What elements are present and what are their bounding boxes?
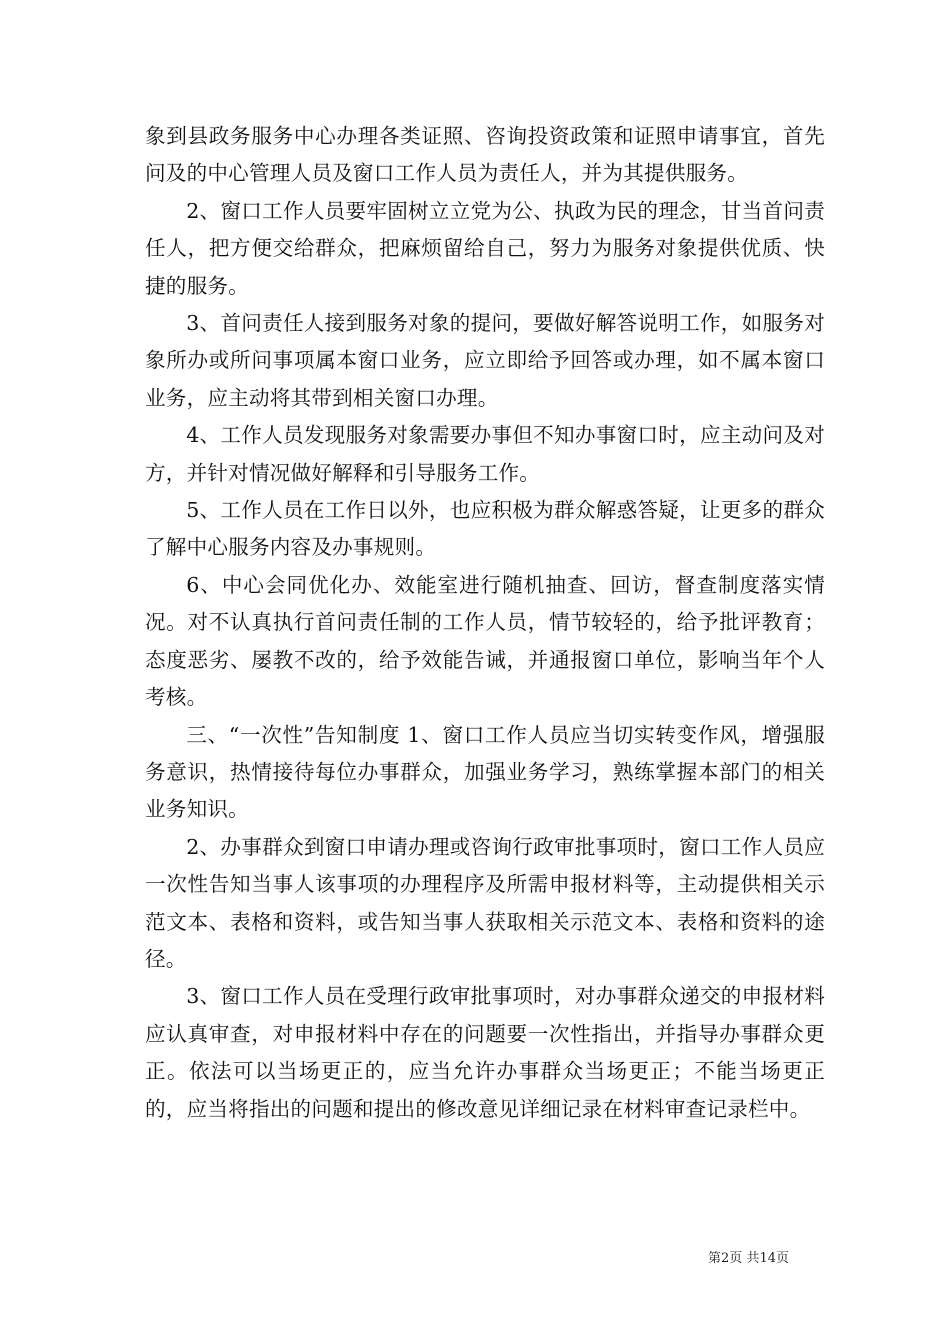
paragraph: 6、中心会同优化办、效能室进行随机抽查、回访，督查制度落实情况。对不认真执行首问责任制的工作人员，情节较轻的，给予批评教育；态度恶劣、屡教不改的，给予效能告诫，并通报窗口单位，影响当年个人考核。 (145, 572, 825, 710)
paragraph: 4、工作人员发现服务对象需要办事但不知办事窗口时，应主动问及对方，并针对情况做好解释和引导服务工作。 (145, 423, 825, 485)
total-pages-number: 14 (759, 1251, 776, 1266)
paragraph: 2、窗口工作人员要牢固树立立党为公、执政为民的理念，甘当首问责任人，把方便交给群众，把麻烦留给自己，努力为服务对象提供优质、快捷的服务。 (145, 198, 825, 298)
document-body (145, 118, 825, 1128)
paragraph: 3、窗口工作人员在受理行政审批事项时，对办事群众递交的申报材料应认真审查，对申报材料中存在的问题要一次性指出，并指导办事群众更正。依法可以当场更正的，应当允许办事群众当场更正；不能当场更正的，应当将指出的问题和提出的修改意见详细记录在材料审查记录栏中。 (145, 984, 825, 1121)
paragraph: 三、“一次性”告知制度 1、窗口工作人员应当切实转变作风，增强服务意识，热情接待每位办事群众，加强业务学习，熟练掌握本部门的相关业务知识。 (145, 722, 825, 822)
paragraph: 3、首问责任人接到服务对象的提问，要做好解答说明工作，如服务对象所办或所问事项属本窗口业务，应立即给予回答或办理，如不属本窗口业务，应主动将其带到相关窗口办理。 (145, 311, 825, 410)
paragraph: 2、办事群众到窗口申请办理或咨询行政审批事项时，窗口工作人员应一次性告知当事人该事项的办理程序及所需申报材料等，主动提供相关示范文本、表格和资料，或告知当事人获取相关示范文本、表格和资料的途径。 (145, 834, 825, 971)
footer-suffix: 页 (775, 1251, 789, 1266)
current-page-number: 2 (721, 1251, 730, 1266)
footer-prefix: 第 (708, 1251, 722, 1266)
page-number-footer (708, 1250, 789, 1268)
footer-middle: 页 共 (729, 1251, 760, 1266)
paragraph: 5、工作人员在工作日以外，也应积极为群众解惑答疑，让更多的群众了解中心服务内容及办事规则。 (145, 498, 825, 560)
paragraph: 象到县政务服务中心办理各类证照、咨询投资政策和证照申请事宜，首先问及的中心管理人员及窗口工作人员为责任人，并为其提供服务。 (145, 124, 825, 186)
